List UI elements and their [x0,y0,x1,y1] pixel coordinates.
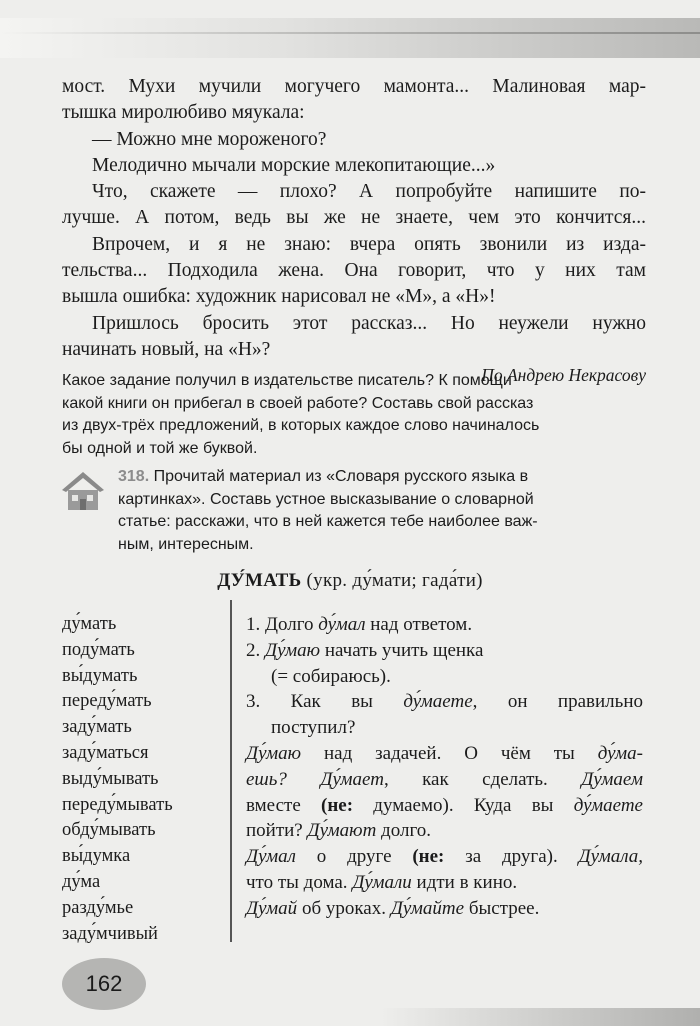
header-band [0,18,700,58]
dictionary-headword [0,570,700,592]
example-line: пойти? Ду́мают долго. [246,820,432,842]
task-line: из двух-трёх предложений, в которых каждое слово начиналось [62,417,540,435]
word-item: заду́мчивый [62,923,158,944]
word-item: вы́думать [62,665,138,686]
story-line: начинать новый, на «Н»? [62,338,271,360]
task-line: Какое задание получил в издательстве писатель? К помощи [62,372,512,389]
example-line: поступил? [271,717,356,739]
word-item: разду́мье [62,897,134,918]
example-line: Ду́маю над задачей. О чём ты ду́ма- [246,742,643,764]
task-line: бы одной и той же буквой. [62,439,258,457]
story-line: — Можно мне мороженого? [92,128,327,150]
example-line: Ду́май об уроках. Ду́майте быстрее. [246,897,540,919]
story-author: По Андрею Некрасову [481,365,646,386]
exercise-318 [118,466,646,556]
example-line: (= собираюсь). [271,665,391,687]
example-line: 2. Ду́маю начать учить щенка [246,639,484,661]
word-item: заду́мать [62,717,132,738]
story-line: вышла ошибка: художник нарисовал не «М», а «Н»! [62,286,496,308]
word-item: переду́мывать [62,794,173,815]
exercise-number: 318. [118,468,150,485]
word-family-list [62,612,173,947]
column-divider [230,600,232,942]
task-text [62,370,646,460]
house-icon [60,470,106,512]
exercise-line [118,466,646,489]
example-line: 3. Как вы ду́маете, он правильно [246,691,643,713]
word-item: поду́мать [62,639,135,660]
word-item: заду́маться [62,742,149,763]
page-number: 162 [85,971,123,996]
story-line: тышка миролюбиво мяукала: [62,102,305,124]
exercise-line: картинках». Составь устное высказывание о словарной [118,490,534,508]
story-line: Впрочем, и я не знаю: вчера опять звонили из изда- [92,233,646,255]
exercise-line-text: Прочитай материал из «Словаря русского языка в [153,468,529,485]
story-line: тельства... Подходила жена. Она говорит, что у них там [62,260,646,282]
story-line: Мелодично мычали морские млекопитающие...» [92,154,496,176]
usage-examples [246,612,643,922]
story-line: мост. Мухи мучили могучего мамонта... Малиновая мар- [62,76,646,97]
example-line: ешь? Ду́мает, как сделать. Ду́маем [246,768,643,790]
task-line: какой книги он прибегал в своей работе? Составь свой рассказ [62,394,534,412]
example-line: вместе (не: думаемо). Куда вы ду́маете [246,794,643,816]
story-line: Что, скажете — плохо? А попробуйте напишите по- [92,181,646,203]
headword-gloss: (укр. ду́мати; гада́ти) [306,570,483,591]
exercise-line: статье: расскажи, что в ней кажется тебе наиболее важ- [118,513,538,531]
story-text [62,74,646,386]
example-line: 1. Долго ду́мал над ответом. [246,614,473,635]
story-line: Пришлось бросить этот рассказ... Но неужели нужно [92,312,646,334]
exercise-line: ным, интересным. [118,535,254,553]
example-line: что ты дома. Ду́мали идти в кино. [246,871,518,893]
story-line: лучше. А потом, ведь вы же не знаете, чем это кончится... [62,207,646,229]
word-item: переду́мать [62,691,152,712]
word-item: ду́мать [62,614,117,634]
word-item: ду́ма [62,871,101,892]
word-item: обду́мывать [62,820,156,841]
headword: ДУ́МАТЬ [217,570,302,591]
example-line: Ду́мал о друге (не: за друга). Ду́мала, [246,846,643,868]
word-item: выду́мывать [62,768,159,789]
footer-band [380,1008,700,1026]
word-item: вы́думка [62,846,131,867]
